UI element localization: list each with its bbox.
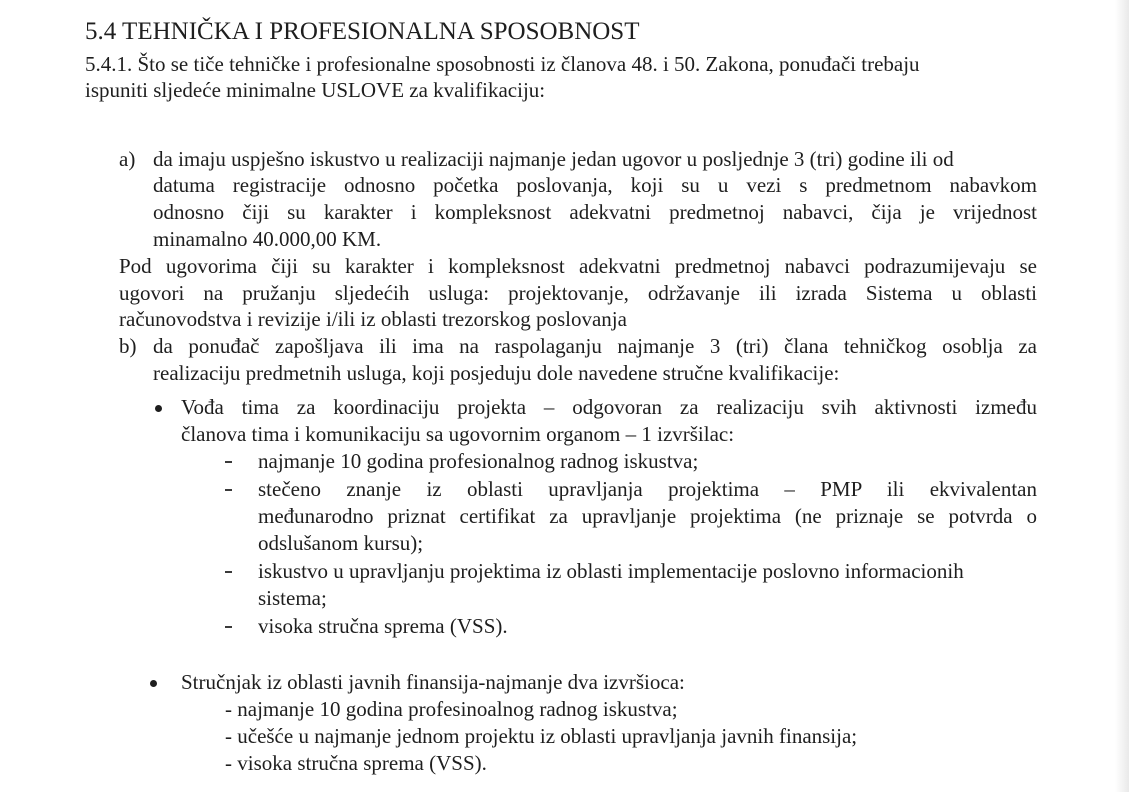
team-lead-req-2-line-1: stečeno znanje iz oblasti upravljanja projektima – PMP ili ekvivalentan — [258, 477, 1037, 501]
dash-icon — [225, 571, 232, 573]
team-lead-req-3-line-2: sistema; — [258, 586, 327, 610]
item-a-line-2: datuma registracije odnosno početka poslovanja, koji su u vezi s predmetnom nabavkom — [153, 173, 1037, 197]
dash-icon — [225, 626, 232, 628]
intro-line-2: ispuniti sljedeće minimalne USLOVE za kvalifikaciju: — [85, 78, 546, 102]
note-line-1: Pod ugovorima čiji su karakter i kompleksnost adekvatni predmetnoj nabavci podrazumijevaju se — [119, 254, 1037, 278]
note-line-3: računovodstva i revizije i/ili iz oblasti trezorskog poslovanja — [119, 307, 627, 331]
intro-line-1: 5.4.1. Što se tiče tehničke i profesionalne sposobnosti iz članova 48. i 50. Zakona, ponuđači trebaju — [85, 52, 920, 76]
item-a-line-4: minamalno 40.000,00 KM. — [153, 227, 382, 251]
team-lead-req-3-line-1: iskustvo u upravljanju projektima iz oblasti implementacije poslovno informacionih — [258, 559, 964, 583]
finance-expert-req-1: - najmanje 10 godina profesinoalnog radnog iskustva; — [225, 697, 678, 721]
team-lead-req-4: visoka stručna sprema (VSS). — [258, 614, 508, 638]
team-lead-req-1: najmanje 10 godina profesionalnog radnog iskustva; — [258, 449, 699, 473]
finance-expert-req-2: - učešće u najmanje jednom projektu iz oblasti upravljanja javnih finansija; — [225, 724, 858, 748]
team-lead-req-2-line-2: međunarodno priznat certifikat za upravljanje projektima (ne priznaje se potvrda o — [258, 504, 1037, 528]
note-line-2: ugovori na pružanju sljedećih usluga: projektovanje, održavanje ili izrada Sistema u oblasti — [119, 281, 1037, 305]
finance-expert-req-3: - visoka stručna sprema (VSS). — [225, 751, 487, 775]
item-b-line-1: da ponuđač zapošljava ili ima na raspolaganju najmanje 3 (tri) člana tehničkog osoblja za — [153, 334, 1037, 358]
item-b-marker: b) — [119, 334, 137, 358]
finance-expert-bullet-icon — [150, 680, 157, 687]
section-heading: 5.4 TEHNIČKA I PROFESIONALNA SPOSOBNOST — [85, 18, 640, 45]
item-a-marker: a) — [119, 147, 136, 171]
team-lead-line-1: Vođa tima za koordinaciju projekta – odgovoran za realizaciju svih aktivnosti između — [181, 395, 1037, 419]
team-lead-line-2: članova tima i komunikaciju sa ugovornim organom – 1 izvršilac: — [181, 422, 735, 446]
dash-icon — [225, 461, 232, 463]
finance-expert-title: Stručnjak iz oblasti javnih finansija-najmanje dva izvršioca: — [181, 670, 685, 694]
item-b-line-2: realizaciju predmetnih usluga, koji posjeduju dole navedene stručne kvalifikacije: — [153, 361, 840, 385]
team-lead-req-2-line-3: odslušanom kursu); — [258, 531, 424, 555]
scan-edge-shadow — [1115, 0, 1129, 792]
item-a-line-3: odnosno čiji su karakter i kompleksnost adekvatni predmetnoj nabavci, čija je vrijednost — [153, 200, 1037, 224]
item-a-line-1: da imaju uspješno iskustvo u realizaciji najmanje jedan ugovor u posljednje 3 (tri) godine ili od — [153, 147, 954, 171]
dash-icon — [225, 489, 232, 491]
team-lead-bullet-icon — [155, 405, 162, 412]
